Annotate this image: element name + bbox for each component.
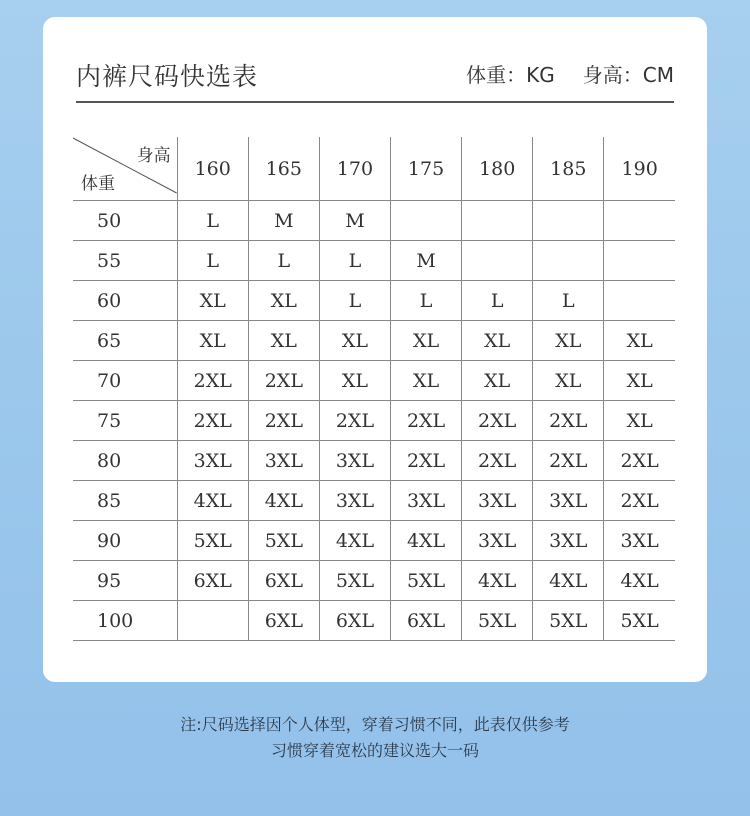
size-cell: 5XL bbox=[319, 561, 390, 601]
size-cell: 2XL bbox=[177, 401, 248, 441]
size-cell: 4XL bbox=[248, 481, 319, 521]
size-cell: 4XL bbox=[533, 561, 604, 601]
size-cell: 5XL bbox=[391, 561, 462, 601]
footnote-line-1: 注:尺码选择因个人体型，穿着习惯不同，此表仅供参考 bbox=[180, 715, 570, 734]
size-cell: 3XL bbox=[248, 441, 319, 481]
size-cell: 5XL bbox=[248, 521, 319, 561]
weight-label: 85 bbox=[73, 481, 177, 521]
height-header: 160 bbox=[177, 137, 248, 201]
corner-height-label: 身高 bbox=[136, 146, 171, 166]
table-row bbox=[73, 321, 675, 361]
size-cell: 5XL bbox=[462, 601, 533, 641]
size-cell bbox=[533, 201, 604, 241]
table-row bbox=[73, 561, 675, 601]
table-row bbox=[73, 521, 675, 561]
size-cell: 6XL bbox=[391, 601, 462, 641]
size-cell: L bbox=[462, 281, 533, 321]
size-cell: XL bbox=[533, 321, 604, 361]
size-cell: L bbox=[248, 241, 319, 281]
size-cell: 4XL bbox=[391, 521, 462, 561]
size-cell: 3XL bbox=[391, 481, 462, 521]
weight-label: 100 bbox=[73, 601, 177, 641]
height-header: 170 bbox=[319, 137, 390, 201]
size-cell: XL bbox=[462, 361, 533, 401]
size-cell: XL bbox=[391, 361, 462, 401]
size-cell: 5XL bbox=[533, 601, 604, 641]
size-cell: 4XL bbox=[177, 481, 248, 521]
table-row bbox=[73, 441, 675, 481]
size-cell: 2XL bbox=[319, 401, 390, 441]
size-cell: 5XL bbox=[177, 521, 248, 561]
size-cell: 2XL bbox=[533, 441, 604, 481]
height-header: 190 bbox=[604, 137, 675, 201]
footnote-line-2: 习惯穿着宽松的建议选大一码 bbox=[270, 741, 479, 760]
size-cell: XL bbox=[177, 321, 248, 361]
size-cell: XL bbox=[319, 361, 390, 401]
size-cell: XL bbox=[604, 361, 675, 401]
size-cell: 4XL bbox=[462, 561, 533, 601]
units-legend bbox=[466, 59, 674, 88]
size-cell bbox=[533, 241, 604, 281]
size-cell: M bbox=[391, 241, 462, 281]
size-cell bbox=[604, 201, 675, 241]
table-row bbox=[73, 201, 675, 241]
table-row bbox=[73, 281, 675, 321]
size-cell: XL bbox=[319, 321, 390, 361]
size-cell bbox=[391, 201, 462, 241]
size-cell: XL bbox=[248, 281, 319, 321]
size-cell: XL bbox=[248, 321, 319, 361]
chart-header bbox=[76, 55, 674, 103]
size-cell: 2XL bbox=[533, 401, 604, 441]
size-cell: 2XL bbox=[391, 441, 462, 481]
size-cell: 6XL bbox=[248, 561, 319, 601]
weight-unit-label: 体重：KG bbox=[466, 63, 555, 87]
size-cell: XL bbox=[604, 321, 675, 361]
size-cell: 4XL bbox=[319, 521, 390, 561]
size-cell: 6XL bbox=[319, 601, 390, 641]
height-header: 165 bbox=[248, 137, 319, 201]
size-cell: L bbox=[319, 281, 390, 321]
table-row bbox=[73, 241, 675, 281]
size-cell: 6XL bbox=[248, 601, 319, 641]
size-table bbox=[73, 137, 675, 641]
chart-title: 内裤尺码快选表 bbox=[76, 62, 259, 91]
size-cell: L bbox=[319, 241, 390, 281]
size-cell: 2XL bbox=[462, 401, 533, 441]
size-cell: 3XL bbox=[604, 521, 675, 561]
height-header: 185 bbox=[533, 137, 604, 201]
weight-label: 50 bbox=[73, 201, 177, 241]
size-cell: 3XL bbox=[462, 521, 533, 561]
weight-label: 90 bbox=[73, 521, 177, 561]
size-cell: 4XL bbox=[604, 561, 675, 601]
size-cell: XL bbox=[177, 281, 248, 321]
size-cell: 3XL bbox=[319, 441, 390, 481]
weight-label: 70 bbox=[73, 361, 177, 401]
size-cell: XL bbox=[604, 401, 675, 441]
size-cell: 2XL bbox=[391, 401, 462, 441]
size-cell bbox=[604, 281, 675, 321]
table-row bbox=[73, 481, 675, 521]
size-cell: 3XL bbox=[533, 521, 604, 561]
weight-label: 60 bbox=[73, 281, 177, 321]
size-cell: XL bbox=[533, 361, 604, 401]
size-chart-card bbox=[43, 17, 707, 682]
size-cell bbox=[462, 201, 533, 241]
size-cell bbox=[604, 241, 675, 281]
size-cell: 2XL bbox=[604, 481, 675, 521]
size-cell: 2XL bbox=[248, 401, 319, 441]
size-cell: M bbox=[319, 201, 390, 241]
weight-label: 80 bbox=[73, 441, 177, 481]
corner-cell bbox=[73, 137, 177, 201]
size-cell: L bbox=[177, 241, 248, 281]
weight-label: 65 bbox=[73, 321, 177, 361]
size-cell: 2XL bbox=[604, 441, 675, 481]
table-row bbox=[73, 601, 675, 641]
size-cell: 2XL bbox=[462, 441, 533, 481]
size-cell: 5XL bbox=[604, 601, 675, 641]
height-unit-label: 身高：CM bbox=[582, 63, 674, 87]
height-header: 175 bbox=[391, 137, 462, 201]
height-header-row bbox=[73, 137, 675, 201]
size-cell: L bbox=[533, 281, 604, 321]
size-cell: 3XL bbox=[462, 481, 533, 521]
size-cell: 3XL bbox=[319, 481, 390, 521]
weight-label: 95 bbox=[73, 561, 177, 601]
size-cell: L bbox=[391, 281, 462, 321]
height-header: 180 bbox=[462, 137, 533, 201]
table-row bbox=[73, 401, 675, 441]
weight-label: 55 bbox=[73, 241, 177, 281]
size-cell: 2XL bbox=[177, 361, 248, 401]
size-cell bbox=[462, 241, 533, 281]
size-cell bbox=[177, 601, 248, 641]
corner-weight-label: 体重 bbox=[81, 174, 115, 194]
size-cell: 6XL bbox=[177, 561, 248, 601]
size-cell: L bbox=[177, 201, 248, 241]
size-cell: XL bbox=[391, 321, 462, 361]
weight-label: 75 bbox=[73, 401, 177, 441]
size-cell: XL bbox=[462, 321, 533, 361]
table-row bbox=[73, 361, 675, 401]
size-table-body bbox=[73, 201, 675, 641]
size-cell: 2XL bbox=[248, 361, 319, 401]
size-cell: M bbox=[248, 201, 319, 241]
footnote bbox=[0, 712, 750, 764]
size-cell: 3XL bbox=[533, 481, 604, 521]
size-cell: 3XL bbox=[177, 441, 248, 481]
